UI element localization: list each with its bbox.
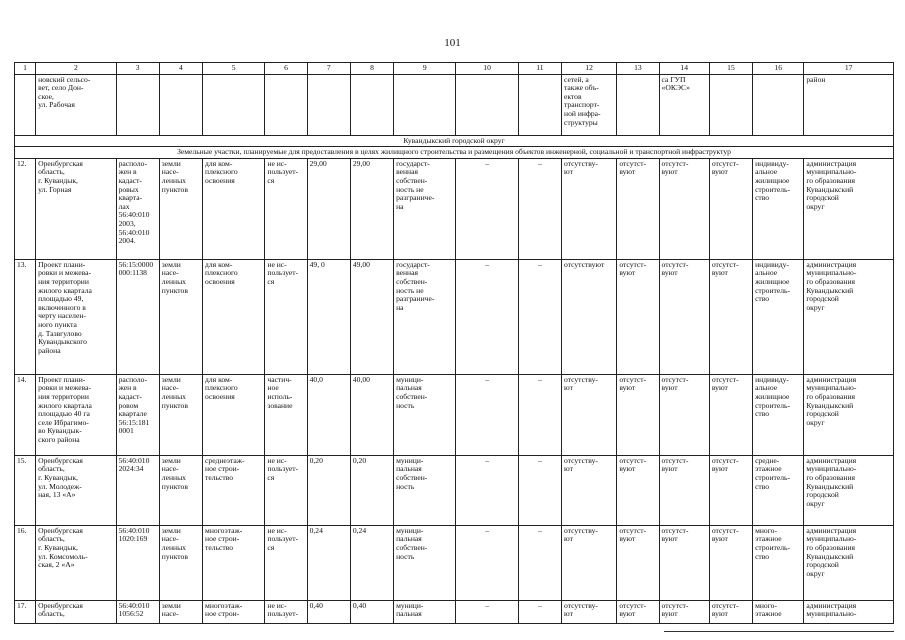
- table-cell-col-7: 49, 0: [307, 259, 350, 374]
- table-cell-col-4: земли насе- ленных пунктов: [159, 455, 202, 525]
- section-title: Кувандыкский городской округ: [15, 135, 894, 147]
- table-cell-col-9: муници- пальная собствен- ность: [394, 374, 456, 455]
- table-cell-col-4: земли насе- ленных пунктов: [159, 525, 202, 600]
- table-row: [15, 374, 894, 455]
- table-cell-col-14: отсутст- вуют: [659, 374, 709, 455]
- continuation-cell: [307, 74, 350, 135]
- table-cell-col-11: –: [518, 374, 561, 455]
- table-cell-col-16: индивиду- альное жилищное строитель- ство: [753, 158, 804, 259]
- table-cell-col-12: отсутствуют: [562, 259, 617, 374]
- continuation-cell: [617, 74, 659, 135]
- table-row: [15, 259, 894, 374]
- table-cell-col-11: –: [518, 600, 561, 623]
- table-cell-col-7: 0,20: [307, 455, 350, 525]
- table-cell-col-3: 56:40:010 1020:169: [116, 525, 159, 600]
- table-cell-col-16: много- этажное строитель- ство: [753, 525, 804, 600]
- table-cell-col-7: 29,00: [307, 158, 350, 259]
- continuation-cell: са ГУП «ОКЭС»: [659, 74, 709, 135]
- table-cell-col-1: 15.: [15, 455, 36, 525]
- table-cell-col-1: 14.: [15, 374, 36, 455]
- table-cell-col-10: –: [456, 600, 518, 623]
- table-cell-col-6: не ис- пользует-: [265, 600, 307, 623]
- table-cell-col-6: не ис- пользует- ся: [265, 455, 307, 525]
- table-cell-col-2: Оренбургская область, г. Кувандык, ул. Молодеж- ная, 13 «А»: [36, 455, 116, 525]
- continuation-cell: [394, 74, 456, 135]
- table-cell-col-5: многоэтаж- ное строи-: [203, 600, 265, 623]
- subsection-title: Земельные участки, планируемые для предоставления в целях жилищного строительства и размещения объектов инженерной, социальной и транспортной инфраструктур: [15, 147, 894, 159]
- table-cell-col-5: многоэтаж- ное строи- тельство: [203, 525, 265, 600]
- table-cell-col-17: администрация муниципально- го образования Кувандыкский городской округ: [804, 374, 894, 455]
- table-cell-col-14: отсутст- вуют: [659, 525, 709, 600]
- column-number: 9: [394, 63, 456, 75]
- table-cell-col-17: администрация муниципально-: [804, 600, 894, 623]
- table-cell-col-1: 17.: [15, 600, 36, 623]
- table-cell-col-8: 49,00: [350, 259, 393, 374]
- continuation-cell: сетей, а также объ- ектов транспорт- ной инфра- структуры: [562, 74, 617, 135]
- table-cell-col-13: отсутст- вуют: [617, 158, 659, 259]
- continuation-cell: [350, 74, 393, 135]
- continuation-cell: [753, 74, 804, 135]
- continuation-cell: [116, 74, 159, 135]
- table-cell-col-14: отсутст- вуют: [659, 455, 709, 525]
- table-cell-col-16: индивиду- альное жилищное строитель- ство: [753, 259, 804, 374]
- table-cell-col-4: земли насе-: [159, 600, 202, 623]
- table-cell-col-8: 29,00: [350, 158, 393, 259]
- table-cell-col-2: Оренбургская область,: [36, 600, 116, 623]
- table-cell-col-9: государст- венная собствен- ность не разграниче- на: [394, 259, 456, 374]
- table-cell-col-1: 13.: [15, 259, 36, 374]
- table-cell-col-7: 0,40: [307, 600, 350, 623]
- table-cell-col-12: отсутству- ют: [562, 374, 617, 455]
- column-number: 12: [562, 63, 617, 75]
- table-cell-col-13: отсутст- вуют: [617, 259, 659, 374]
- table-cell-col-2: Проект плани- ровки и межева- ния территории жилого квартала площадью 49, включенного в черту населен- ного пункта д. Тазвгулово Кувандыкского района: [36, 259, 116, 374]
- table-cell-col-8: 0,24: [350, 525, 393, 600]
- continuation-cell: [15, 74, 36, 135]
- column-number: 1: [15, 63, 36, 75]
- continuation-cell: [159, 74, 202, 135]
- column-number: 6: [265, 63, 307, 75]
- continuation-cell: [265, 74, 307, 135]
- continuation-cell: новский сельсо- вет, село Дон- ское, ул. Рабочая: [36, 74, 116, 135]
- subsection-row: [15, 147, 894, 159]
- column-number: 3: [116, 63, 159, 75]
- column-number: 11: [518, 63, 561, 75]
- table-cell-col-3: располо- жен в кадаст- ровых кварта- лах 56:40:010 2003, 56:40:010 2004.: [116, 158, 159, 259]
- table-cell-col-12: отсутству- ют: [562, 600, 617, 623]
- continuation-cell: [456, 74, 518, 135]
- page-number: 101: [444, 37, 461, 49]
- section-row: [15, 135, 894, 147]
- table-cell-col-15: отсутст- вуют: [709, 259, 752, 374]
- column-number: 10: [456, 63, 518, 75]
- table-cell-col-6: не ис- пользует- ся: [265, 525, 307, 600]
- table-cell-col-11: –: [518, 525, 561, 600]
- table-cell-col-8: 40,00: [350, 374, 393, 455]
- table-cell-col-9: муници- пальная: [394, 600, 456, 623]
- column-number: 13: [617, 63, 659, 75]
- table-cell-col-14: отсутст- вуют: [659, 600, 709, 623]
- table-cell-col-5: для ком- плексного освоения: [203, 374, 265, 455]
- column-number: 8: [350, 63, 393, 75]
- table-cell-col-8: 0,20: [350, 455, 393, 525]
- table-row: [15, 525, 894, 600]
- table-cell-col-9: муници- пальная собствен- ность: [394, 525, 456, 600]
- table-cell-col-3: 56:15:0000 000:1138: [116, 259, 159, 374]
- table-cell-col-17: администрация муниципально- го образования Кувандыкский городской округ: [804, 259, 894, 374]
- table-cell-col-10: –: [456, 259, 518, 374]
- column-number: 7: [307, 63, 350, 75]
- table-cell-col-13: отсутст- вуют: [617, 525, 659, 600]
- table-cell-col-5: среднеэтаж- ное строи- тельство: [203, 455, 265, 525]
- table-cell-col-15: отсутст- вуют: [709, 525, 752, 600]
- table-cell-col-7: 0,24: [307, 525, 350, 600]
- table-cell-col-12: отсутству- ют: [562, 525, 617, 600]
- table-cell-col-10: –: [456, 525, 518, 600]
- table-cell-col-6: не ис- пользует- ся: [265, 158, 307, 259]
- table-row: [15, 455, 894, 525]
- table-cell-col-15: отсутст- вуют: [709, 374, 752, 455]
- column-number: 14: [659, 63, 709, 75]
- table-cell-col-5: для ком- плексного освоения: [203, 158, 265, 259]
- table-cell-col-10: –: [456, 158, 518, 259]
- column-number: 16: [753, 63, 804, 75]
- table-cell-col-13: отсутст- вуют: [617, 374, 659, 455]
- column-number-row: [15, 63, 894, 75]
- table-cell-col-4: земли насе- ленных пунктов: [159, 374, 202, 455]
- table-cell-col-7: 40,0: [307, 374, 350, 455]
- column-number: 4: [159, 63, 202, 75]
- continuation-row: [15, 74, 894, 135]
- table-cell-col-4: земли насе- ленных пунктов: [159, 259, 202, 374]
- table-cell-col-6: частич- ное исполь- зование: [265, 374, 307, 455]
- table-cell-col-10: –: [456, 455, 518, 525]
- table-cell-col-3: 56:40:010 2024:34: [116, 455, 159, 525]
- table-cell-col-3: 56:40:010 1056:52: [116, 600, 159, 623]
- table-cell-col-14: отсутст- вуют: [659, 259, 709, 374]
- land-plots-table: [14, 62, 894, 624]
- table-cell-col-14: отсутст- вуют: [659, 158, 709, 259]
- table-cell-col-11: –: [518, 259, 561, 374]
- table-cell-col-8: 0,40: [350, 600, 393, 623]
- table-cell-col-12: отсутству- ют: [562, 455, 617, 525]
- column-number: 5: [203, 63, 265, 75]
- continuation-cell: район: [804, 74, 894, 135]
- table-cell-col-9: государст- венная собствен- ность не разграниче- на: [394, 158, 456, 259]
- column-number: 17: [804, 63, 894, 75]
- table-cell-col-4: земли насе- ленных пунктов: [159, 158, 202, 259]
- table-cell-col-6: не ис- пользует- ся: [265, 259, 307, 374]
- table-cell-col-5: для ком- плексного освоения: [203, 259, 265, 374]
- bottom-rule: [664, 631, 894, 632]
- table-cell-col-11: –: [518, 455, 561, 525]
- table-cell-col-12: отсутству- ют: [562, 158, 617, 259]
- table-cell-col-9: муници- пальная собствен- ность: [394, 455, 456, 525]
- table-cell-col-16: индивиду- альное жилищное строитель- ство: [753, 374, 804, 455]
- table-cell-col-15: отсутст- вуют: [709, 158, 752, 259]
- table-cell-col-10: –: [456, 374, 518, 455]
- table-cell-col-17: администрация муниципально- го образования Кувандыкский городской округ: [804, 455, 894, 525]
- table-cell-col-17: администрация муниципально- го образования Кувандыкский городской округ: [804, 158, 894, 259]
- table-cell-col-2: Оренбургская область, г. Кувандык, ул. Горная: [36, 158, 116, 259]
- table-cell-col-3: располо- жен в кадаст- ровом квартале 56:15:181 0001: [116, 374, 159, 455]
- table-cell-col-1: 16.: [15, 525, 36, 600]
- table-row: [15, 158, 894, 259]
- table-cell-col-15: отсутст- вуют: [709, 600, 752, 623]
- table-cell-col-11: –: [518, 158, 561, 259]
- table-cell-col-13: отсутст- вуют: [617, 455, 659, 525]
- column-number: 2: [36, 63, 116, 75]
- continuation-cell: [518, 74, 561, 135]
- table-row: [15, 600, 894, 623]
- table-cell-col-2: Оренбургская область, г. Кувандык, ул. Комсомоль- ская, 2 «А»: [36, 525, 116, 600]
- table-cell-col-1: 12.: [15, 158, 36, 259]
- column-number: 15: [709, 63, 752, 75]
- table-cell-col-2: Проект плани- ровки и межева- ния территории жилого квартала площадью 40 га селе Ибрагимо- во Кувандык- ского района: [36, 374, 116, 455]
- table-cell-col-13: отсутст- вуют: [617, 600, 659, 623]
- table-cell-col-16: средне- этажное строитель- ство: [753, 455, 804, 525]
- table-cell-col-17: администрация муниципально- го образования Кувандыкский городской округ: [804, 525, 894, 600]
- continuation-cell: [709, 74, 752, 135]
- table-cell-col-16: много- этажное: [753, 600, 804, 623]
- table-cell-col-15: отсутст- вуют: [709, 455, 752, 525]
- continuation-cell: [203, 74, 265, 135]
